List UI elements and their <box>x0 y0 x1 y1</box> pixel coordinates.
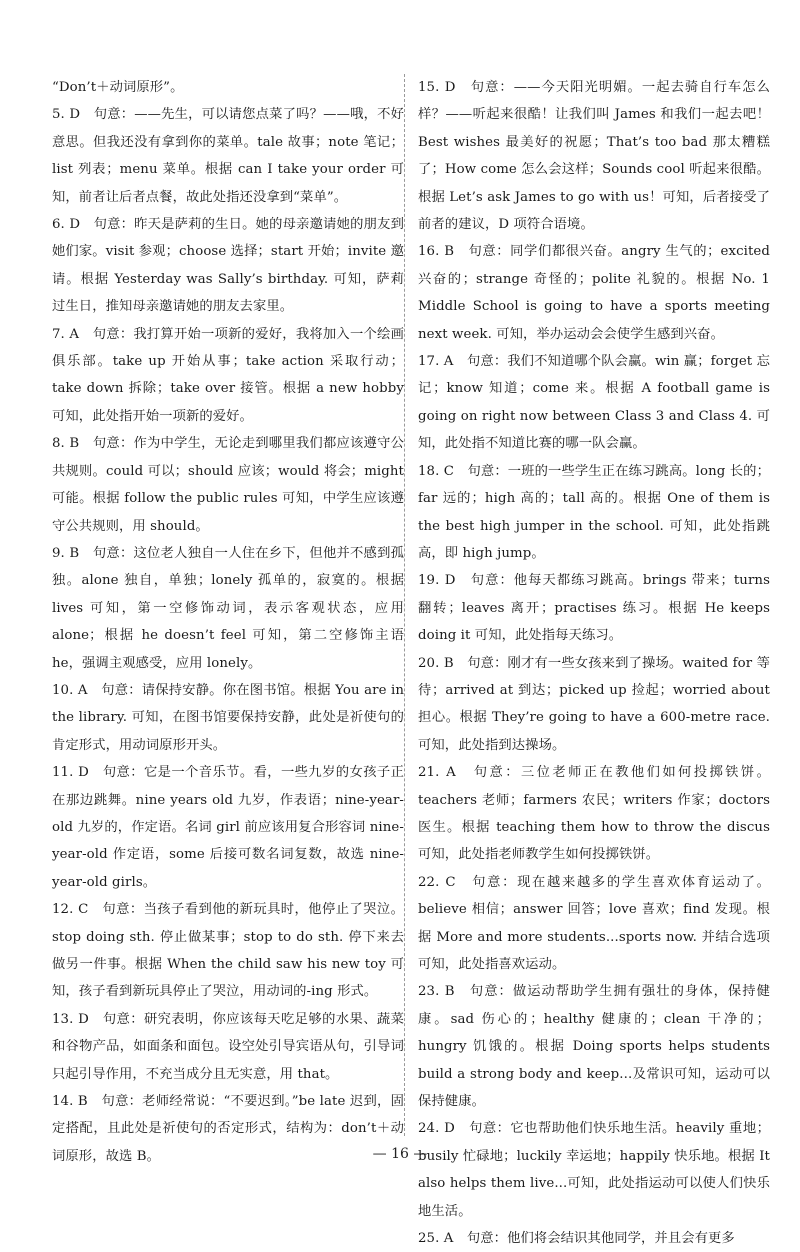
answer-entry-q22 <box>418 869 770 979</box>
answer-text: 13. D 句意：研究表明，你应该每天吃足够的水果、蔬菜和谷物产品，如面条和面包。设空处引导宾语从句，引导词只起引导作用，不充当成分且无实意，用 that。 <box>52 1011 404 1082</box>
answer-entry-q6 <box>52 211 404 321</box>
answer-text: 21. A 句意：三位老师正在教他们如何投掷铁饼。teachers 老师；farmers 农民；writers 作家；doctors 医生。根据 teaching them how to throw the discus 可知，此处指老师教学生如何投掷铁饼。 <box>418 765 770 863</box>
answer-entry-q8 <box>52 430 404 540</box>
answer-entry-cont <box>52 74 404 101</box>
answer-entry-q9 <box>52 540 404 677</box>
answer-text: 15. D 句意：——今天阳光明媚。一起去骑自行车怎么样？——听起来很酷！让我们叫 James 和我们一起去吧！Best wishes 最美好的祝愿；That’s too bad 那太糟糕了；How come 怎么会这样；Sounds cool 听起来很酷。根据 Let’s ask James to go with us！可知，后者接受了前者的建议，D 项符合语境。 <box>418 80 770 233</box>
answer-text: 20. B 句意：刚才有一些女孩来到了操场。waited for 等待；arrived at 到达；picked up 捡起；worried about 担心。根据 They’re going to have a 600-metre race. 可知，此处指到达操场。 <box>418 655 770 753</box>
answer-text: 10. A 句意：请保持安静。你在图书馆。根据 You are in the library. 可知，在图书馆要保持安静，此处是祈使句的肯定形式，用动词原形开头。 <box>52 682 404 753</box>
answer-entry-q18 <box>418 458 770 568</box>
answer-text: 22. C 句意：现在越来越多的学生喜欢体育运动了。believe 相信；answer 回答；love 喜欢；find 发现。根据 More and more students...sports now. 并结合选项可知，此处指喜欢运动。 <box>418 874 770 972</box>
column-divider <box>404 74 405 1136</box>
left-column <box>52 74 404 1170</box>
answer-text: 7. A 句意：我打算开始一项新的爱好，我将加入一个绘画俱乐部。take up 开始从事；take action 采取行动；take down 拆除；take over 接管。根据 a new hobby 可知，此处指开始一项新的爱好。 <box>52 326 404 424</box>
answer-text: 18. C 句意：一班的一些学生正在练习跳高。long 长的；far 远的；high 高的；tall 高的。根据 One of them is the best high jumper in the school. 可知，此处指跳高，即 high jump。 <box>418 463 770 561</box>
answer-text: 8. B 句意：作为中学生，无论走到哪里我们都应该遵守公共规则。could 可以；should 应该；would 将会；might 可能。根据 follow the public rules 可知，中学生应该遵守公共规则，用 should。 <box>52 436 404 534</box>
answer-entry-q20 <box>418 650 770 760</box>
answer-entry-q21 <box>418 759 770 869</box>
answer-text: 16. B 句意：同学们都很兴奋。angry 生气的；excited 兴奋的；strange 奇怪的；polite 礼貌的。根据 No. 1 Middle School is going to have a sports meeting next week. 可知，举办运动会会使学生感到兴奋。 <box>418 244 770 342</box>
answer-entry-q11 <box>52 759 404 896</box>
right-column <box>418 74 770 1252</box>
answer-text: 23. B 句意：做运动帮助学生拥有强壮的身体，保持健康。sad 伤心的；healthy 健康的；clean 干净的；hungry 饥饿的。根据 Doing sports helps students build a strong body and keep...及常识可知，运动可以保持健康。 <box>418 984 770 1110</box>
answer-text: “Don’t＋动词原形”。 <box>52 80 184 95</box>
answer-text: 5. D 句意：——先生，可以请您点菜了吗？——哦，不好意思。但我还没有拿到你的菜单。tale 故事；note 笔记；list 列表；menu 菜单。根据 can I take your order 可知，前者让后者点餐，故此处指还没拿到“菜单”。 <box>52 107 404 205</box>
answer-text: 19. D 句意：他每天都练习跳高。brings 带来；turns 翻转；leaves 离开；practises 练习。根据 He keeps doing it 可知，此处指每天练习。 <box>418 573 770 644</box>
answer-text: 6. D 句意：昨天是萨莉的生日。她的母亲邀请她的朋友到她们家。visit 参观；choose 选择；start 开始；invite 邀请。根据 Yesterday was Sally’s birthday. 可知，萨莉过生日，推知母亲邀请她的朋友去家里。 <box>52 217 404 315</box>
answer-entry-q5 <box>52 101 404 211</box>
answer-entry-q19 <box>418 567 770 649</box>
answer-entry-q17 <box>418 348 770 458</box>
answer-text: 12. C 句意：当孩子看到他的新玩具时，他停止了哭泣。stop doing sth. 停止做某事；stop to do sth. 停下来去做另一件事。根据 When the child saw his new toy 可知，孩子看到新玩具停止了哭泣，用动词的-ing 形式。 <box>52 902 404 1000</box>
answer-text: 9. B 句意：这位老人独自一人住在乡下，但他并不感到孤独。alone 独自，单独；lonely 孤单的，寂寞的。根据 lives 可知，第一空修饰动词，表示客观状态，应用 alone；根据 he doesn’t feel 可知，第二空修饰主语 he，强调主观感受，应用 lonely。 <box>52 545 404 671</box>
answer-text: 11. D 句意：它是一个音乐节。看，一些九岁的女孩子正在那边跳舞。nine years old 九岁，作表语；nine-year-old 九岁的，作定语。名词 girl 前应该用复合形容词 nine-year-old 作定语，some 后接可数名词复数，故选 nine-year-old girls。 <box>52 765 404 890</box>
answer-entry-q25 <box>418 1225 770 1252</box>
page-number: — 16 — <box>372 1146 428 1162</box>
answer-entry-q23 <box>418 978 770 1115</box>
answer-text: 17. A 句意：我们不知道哪个队会赢。win 赢；forget 忘记；know 知道；come 来。根据 A football game is going on right now between Class 3 and Class 4. 可知，此处指不知道比赛的哪一队会赢。 <box>418 354 770 452</box>
answer-text: 14. B 句意：老师经常说：“不要迟到。”be late 迟到，固定搭配，且此处是祈使句的否定形式，结构为：don’t＋动词原形，故选 B。 <box>52 1094 404 1164</box>
answer-entry-q7 <box>52 321 404 431</box>
answer-entry-q13 <box>52 1006 404 1088</box>
answer-entry-q10 <box>52 677 404 759</box>
answer-text: 25. A 句意：他们将会结识其他同学，并且会有更多 <box>418 1231 735 1247</box>
answer-entry-q12 <box>52 896 404 1006</box>
answer-entry-q16 <box>418 238 770 348</box>
answer-text: 24. D 句意：它也帮助他们快乐地生活。heavily 重地；busily 忙碌地；luckily 幸运地；happily 快乐地。根据 It also helps them live...可知，此处指运动可以使人们快乐地生活。 <box>418 1121 770 1219</box>
answer-entry-q15 <box>418 74 770 238</box>
answer-entry-q24 <box>418 1115 770 1225</box>
